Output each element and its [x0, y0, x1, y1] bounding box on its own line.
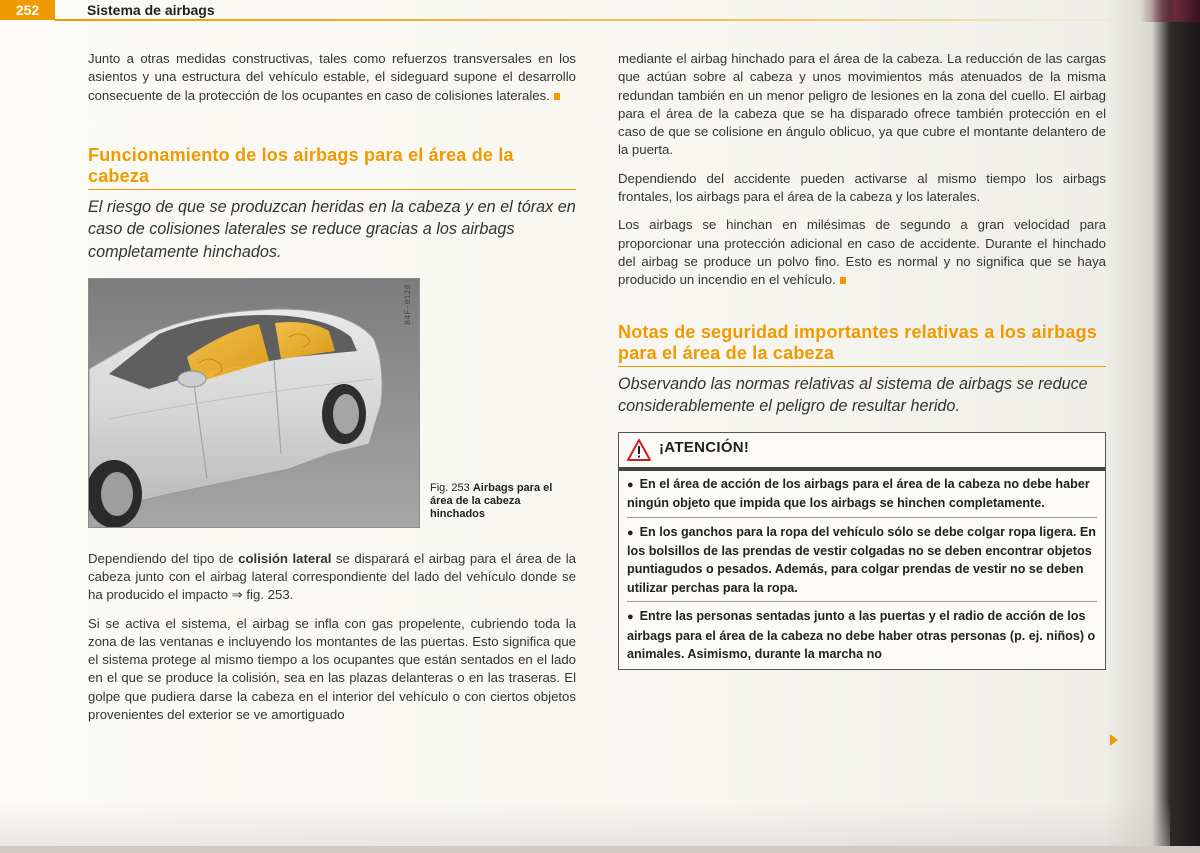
car-illustration-svg	[89, 279, 419, 527]
continued-arrow-icon	[1110, 734, 1118, 746]
left-column	[88, 50, 576, 734]
warning-header	[619, 433, 1105, 471]
chapter-title: Sistema de airbags	[87, 2, 215, 18]
warning-title: ¡ATENCIÓN!	[659, 438, 750, 456]
page-edge-shadow	[1140, 0, 1200, 22]
figure-caption-text: Airbags para el área de la cabeza hinchados	[430, 481, 553, 520]
paragraph-inflation: Si se activa el sistema, el airbag se infla con gas propelente, cubriendo toda la zona de las ventanas e incluyendo los montantes de las puertas. Esto significa que el sistema protege al mismo tiempo a los ocupantes que están sentados en el lado en el que se produce la colisión, sea en las plazas delanteras o en las traseras. El golpe que pudiera darse la cabeza en el interior del vehículo o con ciertos objetos provenientes del exterior se ve amortiguado	[88, 615, 576, 723]
page-header	[0, 0, 1140, 20]
intro-paragraph: Junto a otras medidas constructivas, tales como refuerzos transversales en los asientos y una estructura del vehículo estable, el sideguard supone el desarrollo consecuente de la protección de los ocupantes en caso de colisiones laterales.	[88, 51, 576, 103]
paragraph-side-collision: Dependiendo del tipo de colisión lateral se disparará el airbag para el área de la cabeza junto con el airbag lateral correspondiente del lado del vehículo donde se ha producido el impacto ⇒ fig. 253.	[88, 550, 576, 603]
figure-code: B4F-0120	[404, 283, 413, 325]
figure-label: Fig. 253	[430, 481, 470, 494]
header-rule	[55, 19, 1135, 21]
car-airbag-illustration	[88, 278, 420, 528]
warning-item: ● En el área de acción de los airbags para el área de la cabeza no debe haber ningún objeto que impida que los airbags se hinchen completamente.	[627, 475, 1097, 518]
paragraph-inflation-speed: Los airbags se hinchan en milésimas de segundo a gran velocidad para proporcionar una protección adicional en caso de accidente. Durante el hinchado del airbag se produce un polvo fino. Esto es normal y no significa que se haya producido un incendio en el vehículo.	[618, 217, 1106, 288]
section-end-marker	[840, 277, 846, 284]
warning-item: ● Entre las personas sentadas junto a las puertas y el radio de acción de los airbags para el área de la cabeza no debe haber otras personas (p. ej. niños) o animales. Asimismo, durante la marcha no	[627, 609, 1096, 661]
warning-triangle-icon	[627, 439, 651, 461]
paragraph-activation: Dependiendo del accidente pueden activarse al mismo tiempo los airbags frontales, los airbags para el área de la cabeza y los laterales.	[618, 170, 1106, 205]
page-number: 252	[0, 0, 55, 20]
section-rule	[618, 366, 1106, 367]
bleed-through-strip	[0, 800, 1170, 846]
warning-item: ● En los ganchos para la ropa del vehículo sólo se debe colgar ropa ligera. En los bolsillos de las prendas de vestir colgadas no se deben encontrar objetos puntiagudos o pesados. Además, para colgar prendas de vestir no se deben utilizar perchas para la ropa.	[627, 523, 1097, 603]
safety-lead: Observando las normas relativas al sistema de airbags se reduce considerablemente el peligro de resultar herido.	[618, 374, 1088, 416]
section-title-head-airbags: Funcionamiento de los airbags para el área de la cabeza	[88, 144, 514, 186]
figure-253	[88, 278, 578, 540]
section-rule	[88, 189, 576, 190]
warning-box	[618, 432, 1106, 671]
page-bottom-edge	[0, 846, 1200, 853]
section-lead: El riesgo de que se produzcan heridas en la cabeza y en el tórax en caso de colisiones laterales se reduce gracias a los airbags completamente hinchados.	[88, 197, 576, 262]
right-column	[618, 50, 1106, 670]
warning-body	[619, 471, 1105, 670]
paragraph-reduction: mediante el airbag hinchado para el área de la cabeza. La reducción de las cargas que actúan sobre al cabeza y unos movimientos más atenuados de la misma redundan también en un menor peligro de lesiones en la zona del cuello. El airbag para el área de la cabeza que se ha disparado ofrece también protección en el caso de que se colisione en ángulo oblicuo, ya que cubre el montante delantero de la puerta.	[618, 51, 1106, 158]
section-title-safety-notes: Notas de seguridad importantes relativas a los airbags para el área de la cabeza	[618, 321, 1097, 363]
figure-caption	[430, 482, 576, 521]
section-end-marker	[554, 93, 560, 100]
